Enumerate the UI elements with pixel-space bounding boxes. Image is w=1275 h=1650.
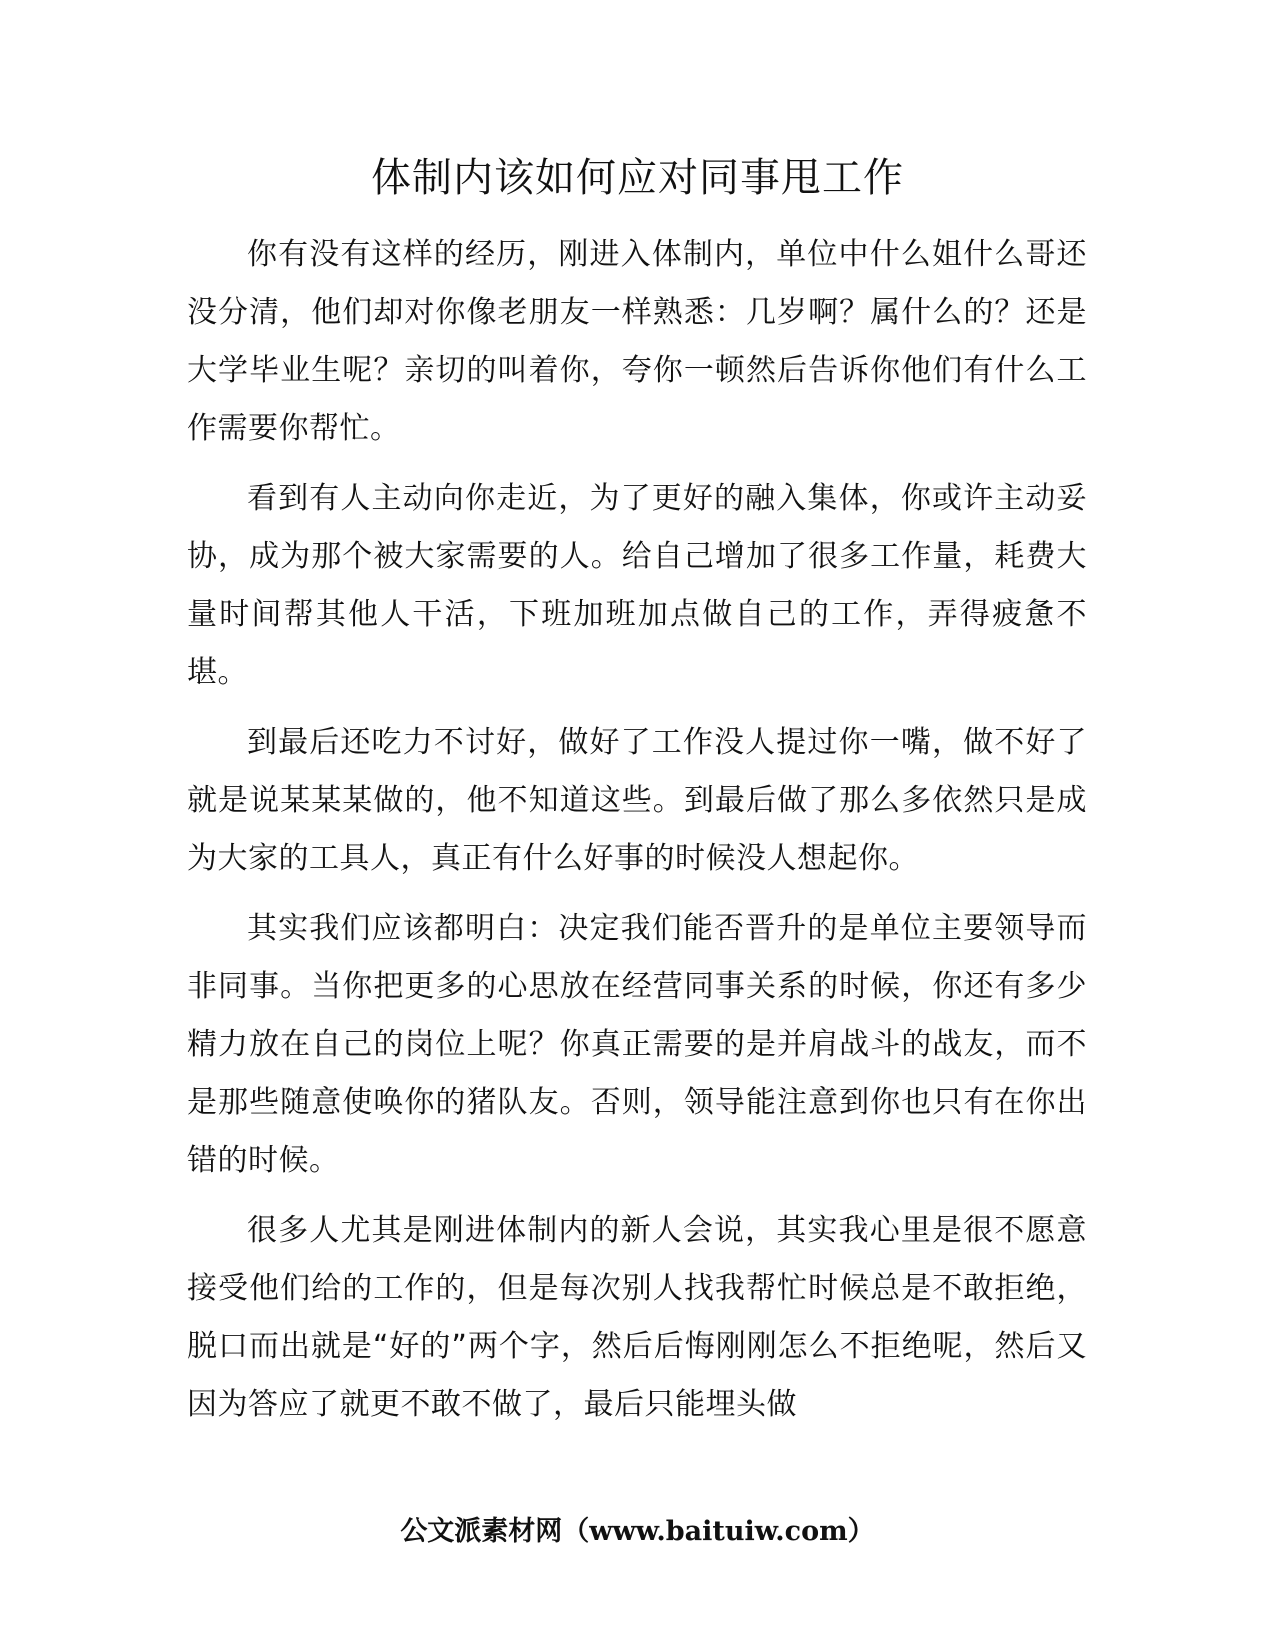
document-title: 体制内该如何应对同事甩工作 xyxy=(371,155,904,201)
paragraph-1: 你有没有这样的经历，刚进入体制内，单位中什么姐什么哥还没分清，他们却对你像老朋友一样熟悉：几岁啊？属什么的？还是大学毕业生呢？亲切的叫着你，夸你一顿然后告诉你他们有什么工作需要你帮忙。 xyxy=(187,237,1087,446)
paragraph-3: 到最后还吃力不讨好，做好了工作没人提过你一嘴，做不好了就是说某某某做的，他不知道这些。到最后做了那么多依然只是成为大家的工具人，真正有什么好事的时候没人想起你。 xyxy=(187,725,1087,876)
document-body xyxy=(187,226,1087,1446)
paragraph-5: 很多人尤其是刚进体制内的新人会说，其实我心里是很不愿意接受他们给的工作的，但是每次别人找我帮忙时候总是不敢拒绝，脱口而出就是“好的”两个字，然后后悔刚刚怎么不拒绝呢，然后又因为答应了就更不敢不做了，最后只能埋头做 xyxy=(187,1213,1087,1422)
paragraph-4: 其实我们应该都明白：决定我们能否晋升的是单位主要领导而非同事。当你把更多的心思放在经营同事关系的时候，你还有多少精力放在自己的岗位上呢？你真正需要的是并肩战斗的战友，而不是那些随意使唤你的猪队友。否则，领导能注意到你也只有在你出错的时候。 xyxy=(187,911,1087,1178)
footer-watermark: 公文派素材网（www.baituiw.com） xyxy=(400,1516,875,1547)
paragraph-2: 看到有人主动向你走近，为了更好的融入集体，你或许主动妥协，成为那个被大家需要的人。给自己增加了很多工作量，耗费大量时间帮其他人干活，下班加班加点做自己的工作，弄得疲惫不堪。 xyxy=(187,481,1087,690)
